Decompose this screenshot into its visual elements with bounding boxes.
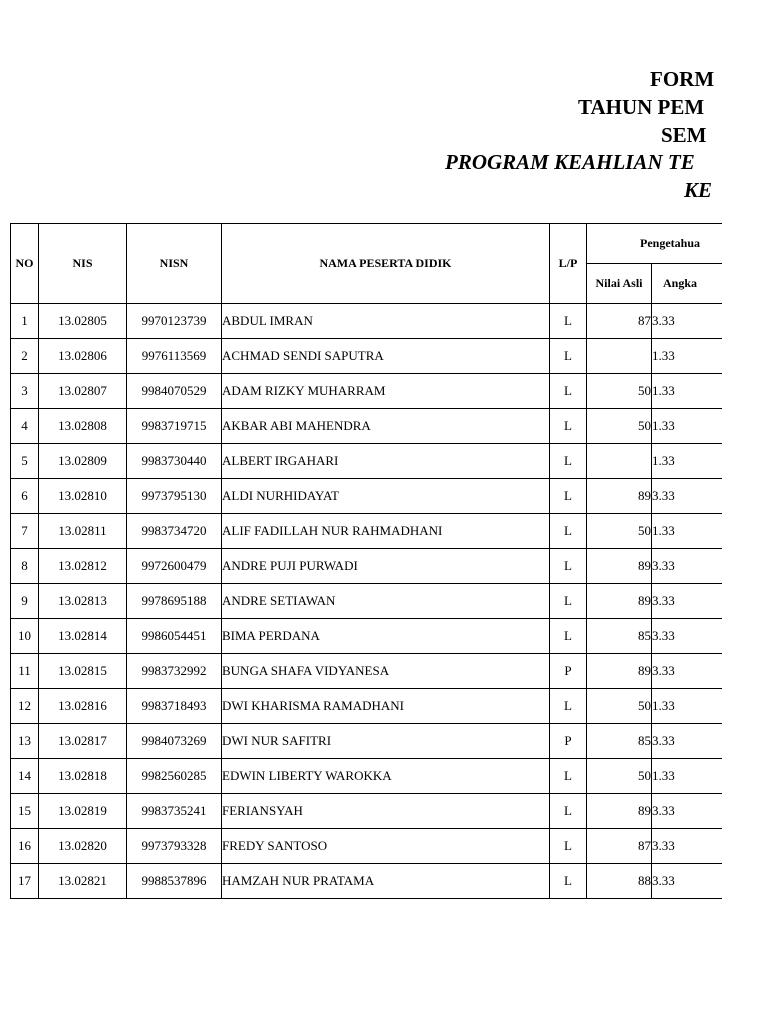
table-row (11, 339, 722, 374)
header-nilai-asli: Nilai Asli (587, 264, 652, 304)
cell-no: 9 (11, 584, 39, 619)
cell-nilai-asli: 89 (587, 584, 652, 619)
cell-no: 2 (11, 339, 39, 374)
cell-nisn: 9986054451 (127, 619, 222, 654)
cell-nisn: 9976113569 (127, 339, 222, 374)
cell-nilai-asli: 89 (587, 794, 652, 829)
cell-lp: L (550, 759, 587, 794)
cell-nisn: 9983732992 (127, 654, 222, 689)
cell-nama: ALBERT IRGAHARI (222, 444, 550, 479)
header-no: NO (11, 224, 39, 304)
cell-angka: 3.33 (652, 304, 722, 339)
cell-nis: 13.02810 (39, 479, 127, 514)
cell-lp: L (550, 829, 587, 864)
header-nisn: NISN (127, 224, 222, 304)
header-angka: Angka (652, 264, 722, 304)
cell-lp: P (550, 654, 587, 689)
cell-angka: 3.33 (652, 829, 722, 864)
cell-nis: 13.02820 (39, 829, 127, 864)
cell-nis: 13.02811 (39, 514, 127, 549)
cell-angka: 1.33 (652, 409, 722, 444)
cell-no: 15 (11, 794, 39, 829)
cell-nis: 13.02814 (39, 619, 127, 654)
cell-angka: 1.33 (652, 759, 722, 794)
cell-angka: 1.33 (652, 689, 722, 724)
cell-nilai-asli: 87 (587, 304, 652, 339)
cell-nisn: 9983734720 (127, 514, 222, 549)
cell-nis: 13.02807 (39, 374, 127, 409)
cell-nama: ALIF FADILLAH NUR RAHMADHANI (222, 514, 550, 549)
cell-no: 13 (11, 724, 39, 759)
cell-angka: 3.33 (652, 654, 722, 689)
cell-nis: 13.02808 (39, 409, 127, 444)
cell-nilai-asli: 85 (587, 619, 652, 654)
cell-angka: 3.33 (652, 794, 722, 829)
cell-no: 7 (11, 514, 39, 549)
table-row (11, 479, 722, 514)
cell-nama: ABDUL IMRAN (222, 304, 550, 339)
cell-nisn: 9984070529 (127, 374, 222, 409)
cell-lp: L (550, 584, 587, 619)
header-nis: NIS (39, 224, 127, 304)
cell-nis: 13.02806 (39, 339, 127, 374)
cell-lp: L (550, 549, 587, 584)
cell-no: 10 (11, 619, 39, 654)
cell-angka: 1.33 (652, 444, 722, 479)
cell-nilai-asli: 89 (587, 654, 652, 689)
cell-no: 8 (11, 549, 39, 584)
cell-nisn: 9978695188 (127, 584, 222, 619)
cell-no: 11 (11, 654, 39, 689)
cell-nilai-asli: 50 (587, 514, 652, 549)
cell-nama: ADAM RIZKY MUHARRAM (222, 374, 550, 409)
table-row (11, 619, 722, 654)
cell-angka: 3.33 (652, 584, 722, 619)
table-row (11, 724, 722, 759)
header-pengetahuan: Pengetahua (587, 224, 722, 264)
cell-nama: ANDRE SETIAWAN (222, 584, 550, 619)
cell-nisn: 9983718493 (127, 689, 222, 724)
table-row (11, 514, 722, 549)
cell-lp: L (550, 479, 587, 514)
cell-lp: L (550, 619, 587, 654)
table-row (11, 864, 722, 899)
title-line-3: SEM (661, 123, 707, 147)
cell-nisn: 9983719715 (127, 409, 222, 444)
cell-no: 16 (11, 829, 39, 864)
cell-lp: L (550, 444, 587, 479)
table-row (11, 549, 722, 584)
cell-angka: 3.33 (652, 619, 722, 654)
cell-nama: ANDRE PUJI PURWADI (222, 549, 550, 584)
cell-nisn: 9983730440 (127, 444, 222, 479)
cell-nilai-asli (587, 444, 652, 479)
cell-nis: 13.02809 (39, 444, 127, 479)
table-row (11, 689, 722, 724)
header-lp: L/P (550, 224, 587, 304)
cell-nilai-asli: 50 (587, 689, 652, 724)
cell-nis: 13.02816 (39, 689, 127, 724)
title-line-4: PROGRAM KEAHLIAN TE (445, 150, 695, 174)
table-row (11, 759, 722, 794)
cell-lp: L (550, 689, 587, 724)
cell-angka: 3.33 (652, 864, 722, 899)
cell-lp: P (550, 724, 587, 759)
cell-nis: 13.02812 (39, 549, 127, 584)
cell-nama: HAMZAH NUR PRATAMA (222, 864, 550, 899)
cell-nis: 13.02813 (39, 584, 127, 619)
cell-nis: 13.02805 (39, 304, 127, 339)
cell-nama: AKBAR ABI MAHENDRA (222, 409, 550, 444)
cell-lp: L (550, 409, 587, 444)
cell-nisn: 9983735241 (127, 794, 222, 829)
table-row (11, 794, 722, 829)
cell-nilai-asli: 50 (587, 759, 652, 794)
cell-nis: 13.02819 (39, 794, 127, 829)
title-line-2: TAHUN PEM (578, 95, 705, 119)
cell-no: 1 (11, 304, 39, 339)
cell-angka: 1.33 (652, 374, 722, 409)
title-line-1: FORM (650, 67, 715, 91)
cell-no: 6 (11, 479, 39, 514)
cell-lp: L (550, 339, 587, 374)
cell-nisn: 9972600479 (127, 549, 222, 584)
cell-nama: EDWIN LIBERTY WAROKKA (222, 759, 550, 794)
cell-nis: 13.02817 (39, 724, 127, 759)
cell-lp: L (550, 374, 587, 409)
cell-nilai-asli: 87 (587, 829, 652, 864)
cell-lp: L (550, 514, 587, 549)
cell-lp: L (550, 864, 587, 899)
cell-nis: 13.02815 (39, 654, 127, 689)
cell-nama: BUNGA SHAFA VIDYANESA (222, 654, 550, 689)
cell-nama: DWI KHARISMA RAMADHANI (222, 689, 550, 724)
cell-nis: 13.02818 (39, 759, 127, 794)
cell-nisn: 9982560285 (127, 759, 222, 794)
header-nama: NAMA PESERTA DIDIK (222, 224, 550, 304)
grades-table (10, 223, 722, 899)
cell-lp: L (550, 794, 587, 829)
cell-no: 17 (11, 864, 39, 899)
table-row (11, 304, 722, 339)
cell-angka: 3.33 (652, 549, 722, 584)
cell-nisn: 9970123739 (127, 304, 222, 339)
cell-nama: DWI NUR SAFITRI (222, 724, 550, 759)
cell-no: 5 (11, 444, 39, 479)
cell-nis: 13.02821 (39, 864, 127, 899)
table-row (11, 829, 722, 864)
table-row (11, 584, 722, 619)
table-row (11, 654, 722, 689)
header-row-1 (11, 224, 722, 264)
cell-nama: FREDY SANTOSO (222, 829, 550, 864)
cell-angka: 3.33 (652, 479, 722, 514)
cell-no: 3 (11, 374, 39, 409)
cell-nilai-asli: 89 (587, 549, 652, 584)
cell-lp: L (550, 304, 587, 339)
cell-nama: FERIANSYAH (222, 794, 550, 829)
table-row (11, 409, 722, 444)
cell-angka: 1.33 (652, 514, 722, 549)
cell-nilai-asli: 50 (587, 409, 652, 444)
cell-nisn: 9973795130 (127, 479, 222, 514)
cell-nilai-asli: 85 (587, 724, 652, 759)
cell-nama: ALDI NURHIDAYAT (222, 479, 550, 514)
cell-angka: 1.33 (652, 339, 722, 374)
cell-nisn: 9988537896 (127, 864, 222, 899)
cell-nisn: 9984073269 (127, 724, 222, 759)
cell-nilai-asli (587, 339, 652, 374)
cell-nilai-asli: 89 (587, 479, 652, 514)
cell-angka: 3.33 (652, 724, 722, 759)
cell-nisn: 9973793328 (127, 829, 222, 864)
cell-nilai-asli: 88 (587, 864, 652, 899)
cell-no: 4 (11, 409, 39, 444)
cell-nilai-asli: 50 (587, 374, 652, 409)
table-row (11, 444, 722, 479)
cell-nama: BIMA PERDANA (222, 619, 550, 654)
cell-no: 14 (11, 759, 39, 794)
title-line-5: KE (684, 178, 713, 202)
cell-nama: ACHMAD SENDI SAPUTRA (222, 339, 550, 374)
cell-no: 12 (11, 689, 39, 724)
table-row (11, 374, 722, 409)
